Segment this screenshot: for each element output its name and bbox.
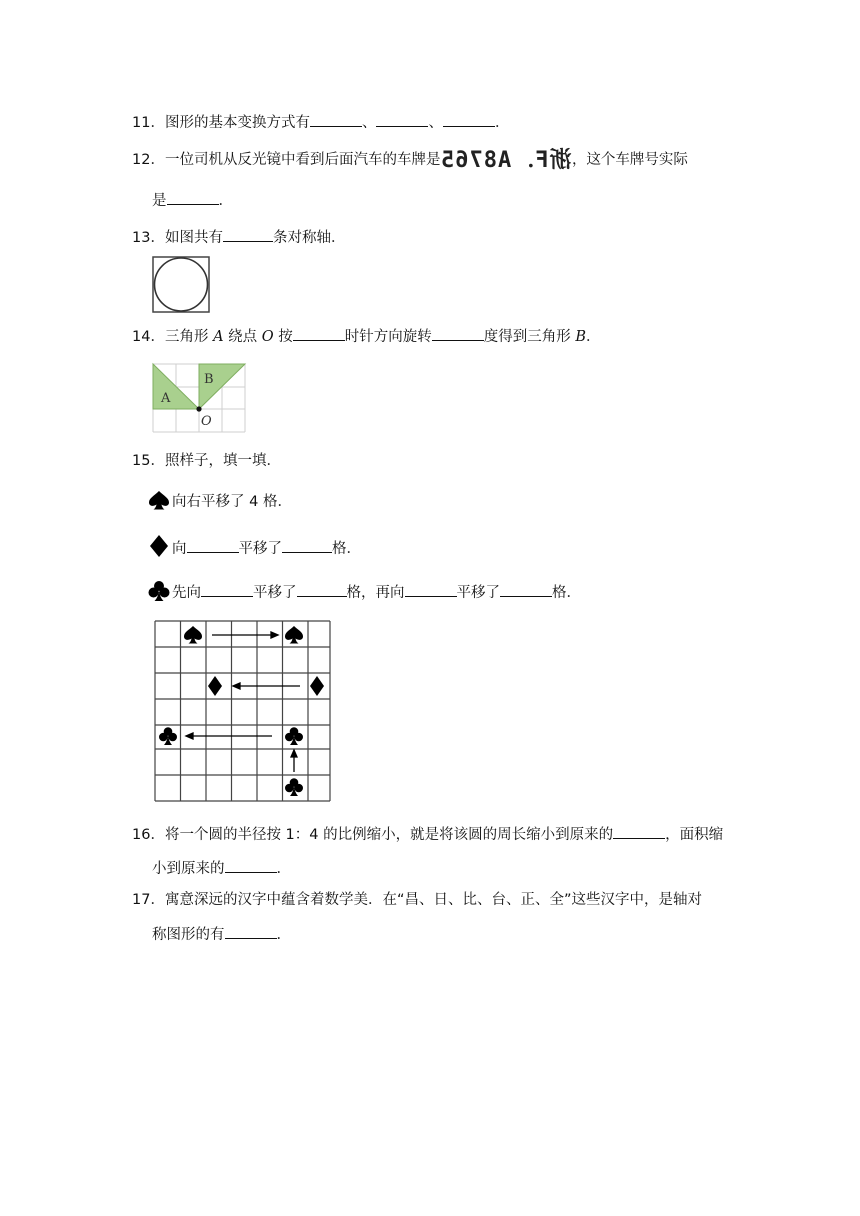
q15-text: 照样子，填一填． bbox=[164, 453, 281, 469]
q14-end: ． bbox=[586, 329, 601, 345]
q17-text: 寓意深远的汉字中蕴含着数学美．在“昌、日、比、台、正、全”这些汉字中，是轴对 bbox=[164, 892, 702, 908]
q12-after: ，这个车牌号实际 bbox=[571, 152, 688, 168]
q11-blank-2[interactable] bbox=[376, 112, 428, 127]
question-11 bbox=[132, 112, 509, 133]
q16-line2: 小到原来的 bbox=[152, 861, 225, 877]
q14-text: 三角形 bbox=[164, 329, 214, 345]
q14-var-a: A bbox=[213, 329, 224, 345]
translation-grid-figure bbox=[154, 620, 332, 802]
left-arrow bbox=[233, 683, 300, 689]
q15-row3-text: 格，再向 bbox=[346, 585, 405, 601]
question-13 bbox=[132, 227, 345, 248]
q15-row3-text: 平移了 bbox=[456, 585, 500, 601]
question-14 bbox=[132, 326, 601, 347]
spade-icon bbox=[184, 626, 202, 644]
mirrored-license-plate: 浙F．A8765 bbox=[440, 148, 572, 173]
circle-shape bbox=[155, 258, 208, 311]
question-16-line2 bbox=[152, 858, 291, 879]
q15-row3-text: 平移了 bbox=[253, 585, 297, 601]
q15-club-steps-blank-1[interactable] bbox=[297, 582, 347, 597]
q14-text: 绕点 bbox=[223, 329, 262, 345]
club-icon bbox=[285, 727, 303, 745]
q12-blank[interactable] bbox=[167, 190, 219, 205]
q17-line2: 称图形的有 bbox=[152, 927, 225, 943]
q16-number: 16． bbox=[132, 827, 165, 843]
spade-icon bbox=[148, 489, 170, 511]
club-icon bbox=[148, 580, 170, 602]
q15-club-steps-blank-2[interactable] bbox=[500, 582, 552, 597]
q15-row2-text: 向 bbox=[172, 541, 187, 557]
label-o: O bbox=[201, 414, 212, 429]
q17-number: 17． bbox=[132, 892, 165, 908]
q11-text: 图形的基本变换方式有 bbox=[164, 115, 310, 131]
q12-number: 12． bbox=[132, 152, 165, 168]
q13-number: 13． bbox=[132, 230, 165, 246]
q17-end: ． bbox=[276, 927, 291, 943]
q15-row2-text: 格． bbox=[332, 541, 361, 557]
q17-blank[interactable] bbox=[225, 924, 277, 939]
q15-row1-text: 向右平移了 4 格． bbox=[172, 494, 292, 510]
q11-end: ． bbox=[494, 115, 510, 131]
q15-row-diamond bbox=[148, 534, 361, 559]
q15-club-direction-blank-1[interactable] bbox=[201, 582, 253, 597]
q12-text: 一位司机从反光镜中看到后面汽车的车牌是 bbox=[164, 152, 441, 168]
label-a: A bbox=[161, 391, 171, 406]
question-17 bbox=[132, 890, 702, 910]
q13-pre: 如图共有 bbox=[164, 230, 223, 246]
q13-blank[interactable] bbox=[223, 227, 273, 242]
q12-end: ． bbox=[218, 193, 233, 209]
q15-diamond-steps-blank[interactable] bbox=[282, 538, 332, 553]
question-12-line2 bbox=[152, 190, 233, 211]
label-b: B bbox=[204, 372, 214, 387]
square-shape bbox=[153, 257, 209, 312]
q14-var-o: O bbox=[261, 329, 274, 345]
q16-blank-perimeter[interactable] bbox=[613, 824, 665, 839]
q12-line2: 是 bbox=[152, 193, 167, 209]
rotation-grid-figure bbox=[151, 362, 249, 434]
q14-number: 14． bbox=[132, 329, 165, 345]
q11-blank-3[interactable] bbox=[443, 112, 495, 127]
diamond-icon bbox=[148, 534, 170, 558]
spade-icon bbox=[285, 626, 303, 644]
question-15 bbox=[132, 451, 281, 471]
point-o bbox=[196, 406, 201, 411]
q15-number: 15． bbox=[132, 453, 165, 469]
q14-text: 度得到三角形 bbox=[483, 329, 576, 345]
club-icon bbox=[285, 778, 303, 796]
q15-diamond-direction-blank[interactable] bbox=[187, 538, 239, 553]
q15-row3-text: 先向 bbox=[172, 585, 201, 601]
q14-var-b: B bbox=[575, 329, 587, 345]
up-arrow bbox=[291, 750, 297, 772]
q11-number: 11． bbox=[132, 115, 165, 131]
diamond-icon bbox=[310, 676, 324, 696]
question-16 bbox=[132, 824, 723, 845]
q14-blank-degree[interactable] bbox=[432, 326, 484, 341]
q15-club-direction-blank-2[interactable] bbox=[405, 582, 457, 597]
q15-row-spade bbox=[148, 489, 292, 512]
q15-row-club bbox=[148, 580, 581, 603]
q16-mid: ，面积缩 bbox=[665, 827, 724, 843]
question-17-line2 bbox=[152, 924, 291, 945]
q13-post: 条对称轴． bbox=[272, 230, 346, 246]
q16-blank-area[interactable] bbox=[225, 858, 277, 873]
left-arrow bbox=[186, 733, 272, 739]
q16-text: 将一个圆的半径按 1：4 的比例缩小，就是将该圆的周长缩小到原来的 bbox=[164, 827, 614, 843]
q11-blank-1[interactable] bbox=[310, 112, 362, 127]
q11-sep: 、 bbox=[361, 115, 377, 131]
q16-end: ． bbox=[276, 861, 291, 877]
q14-text: 按 bbox=[273, 329, 293, 345]
q14-text: 时针方向旋转 bbox=[344, 329, 432, 345]
q15-row3-text: 格． bbox=[552, 585, 581, 601]
translation-grid-lines bbox=[155, 621, 330, 801]
question-12 bbox=[132, 150, 688, 171]
square-circle-figure bbox=[152, 256, 212, 314]
right-arrow bbox=[212, 632, 278, 638]
diamond-icon bbox=[208, 676, 222, 696]
q14-blank-direction[interactable] bbox=[293, 326, 345, 341]
club-icon bbox=[159, 727, 177, 745]
q11-sep: 、 bbox=[428, 115, 443, 131]
q15-row2-text: 平移了 bbox=[238, 541, 282, 557]
